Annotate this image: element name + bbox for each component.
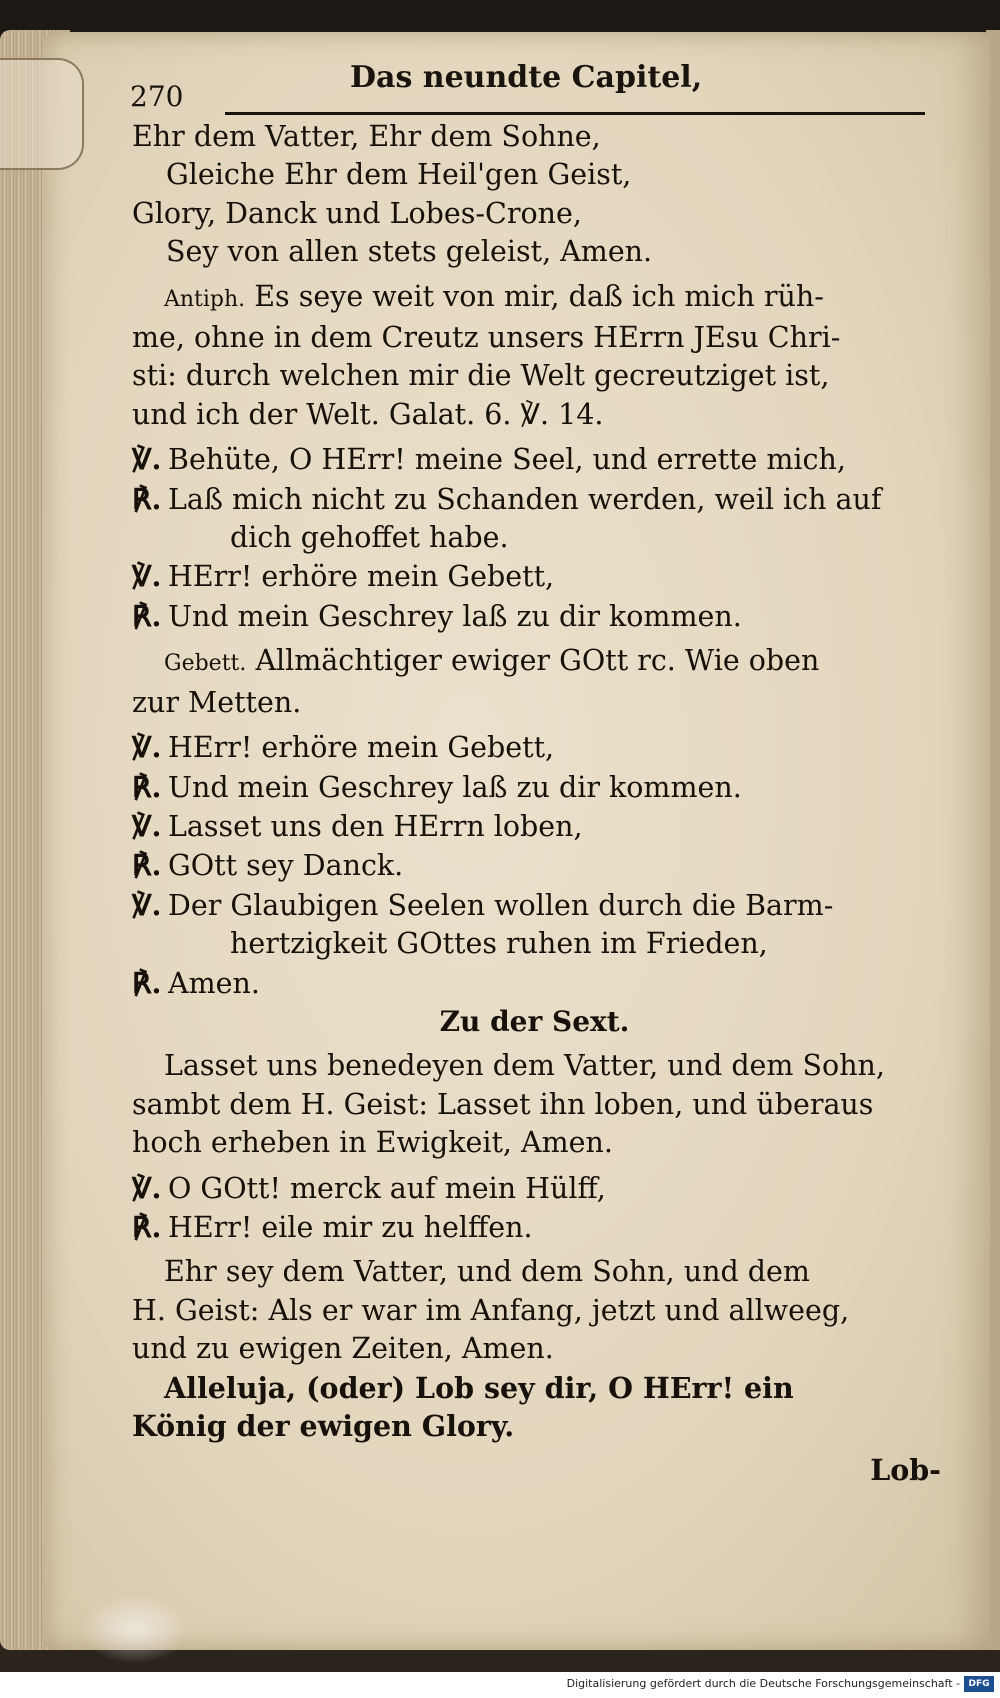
response-line: ℣. O GOtt! merck auf mein Hülff, — [132, 1169, 947, 1208]
response-mark: ℟. — [132, 481, 162, 516]
response-line: ℟. Laß mich nicht zu Schanden werden, weil ich auf — [132, 480, 947, 519]
response-line: ℣. HErr! erhöre mein Gebett, — [132, 728, 947, 767]
prayer-label: Gebett. — [164, 651, 247, 677]
versicle-mark: ℣. — [132, 442, 162, 477]
header-rule — [225, 112, 925, 115]
antiphon-line: me, ohne in dem Creutz unsers HErrn JEsu Chri- — [132, 321, 841, 355]
response-mark: ℟. — [132, 1209, 162, 1244]
gloria-line: H. Geist: Als er war im Anfang, jetzt und allweeg, — [132, 1293, 850, 1327]
page-number: 270 — [130, 80, 184, 113]
verse-line: Sey von allen stets geleist, Amen. — [166, 235, 653, 269]
response-mark: ℟. — [132, 769, 162, 804]
page-tab-marker — [0, 58, 84, 170]
verse-line: Gleiche Ehr dem Heil'gen Geist, — [166, 158, 632, 192]
response-line: ℟. Amen. — [132, 964, 947, 1003]
dfg-logo: DFG — [964, 1676, 994, 1692]
response-line: ℟. Und mein Geschrey laß zu dir kommen. — [132, 597, 947, 636]
verse-line: Ehr dem Vatter, Ehr dem Sohne, — [132, 120, 601, 153]
versicle-mark: ℣. — [132, 559, 162, 594]
versicle-mark: ℣. — [132, 730, 162, 765]
prayer-line: Gebett. Allmächtiger ewiger GOtt rc. Wie oben — [164, 644, 820, 678]
response-line: ℣. HErr! erhöre mein Gebett, — [132, 557, 947, 596]
sext-intro-line: Lasset uns benedeyen dem Vatter, und dem Sohn, — [164, 1049, 885, 1083]
running-head: Das neundte Capitel, — [350, 60, 703, 95]
response-line: ℟. Und mein Geschrey laß zu dir kommen. — [132, 768, 947, 807]
antiphon-line: sti: durch welchen mir die Welt gecreutziget ist, — [132, 359, 830, 393]
response-line: ℣. Lasset uns den HErrn loben, — [132, 807, 947, 846]
versicle-mark: ℣. — [132, 808, 162, 843]
response-mark: ℟. — [132, 965, 162, 1000]
response-line: ℣. Der Glaubigen Seelen wollen durch die Barm- — [132, 886, 947, 925]
funding-credit: Digitalisierung gefördert durch die Deutsche Forschungsgemeinschaft - — [566, 1677, 960, 1690]
response-line: ℣. Behüte, O HErr! meine Seel, und errette mich, — [132, 440, 947, 479]
verse-line: Glory, Danck und Lobes-Crone, — [132, 196, 582, 230]
response-mark: ℟. — [132, 598, 162, 633]
response-line: ℟. HErr! eile mir zu helffen. — [132, 1208, 947, 1247]
response-mark: ℟. — [132, 848, 162, 883]
antiphon-line: und ich der Welt. Galat. 6. ℣. 14. — [132, 397, 604, 431]
response-line: ℟. GOtt sey Danck. — [132, 846, 947, 885]
sext-intro-line: hoch erheben in Ewigkeit, Amen. — [132, 1126, 613, 1160]
versicle-mark: ℣. — [132, 887, 162, 922]
gloria-line: und zu ewigen Zeiten, Amen. — [132, 1332, 554, 1366]
response-line: dich gehoffet habe. — [230, 521, 509, 555]
catchword: Lob- — [870, 1453, 941, 1488]
paper-stain — [80, 1594, 190, 1664]
sext-intro-line: sambt dem H. Geist: Lasset ihn loben, und überaus — [132, 1087, 874, 1121]
antiphon-label: Antiph. — [164, 286, 246, 312]
alleluia-line: Alleluja, (oder) Lob sey dir, O HErr! ein — [164, 1370, 794, 1405]
section-title: Zu der Sext. — [439, 1004, 630, 1038]
digitization-footer — [0, 1672, 1000, 1698]
page-body — [132, 118, 947, 1490]
alleluia-line: König der ewigen Glory. — [132, 1409, 515, 1443]
antiphon-line: Antiph. Es seye weit von mir, daß ich mich rüh- — [164, 279, 824, 313]
page-header — [130, 58, 930, 118]
versicle-mark: ℣. — [132, 1170, 162, 1205]
response-line: hertzigkeit GOttes ruhen im Frieden, — [230, 927, 768, 961]
prayer-line: zur Metten. — [132, 685, 302, 719]
gloria-line: Ehr sey dem Vatter, und dem Sohn, und dem — [164, 1255, 810, 1289]
